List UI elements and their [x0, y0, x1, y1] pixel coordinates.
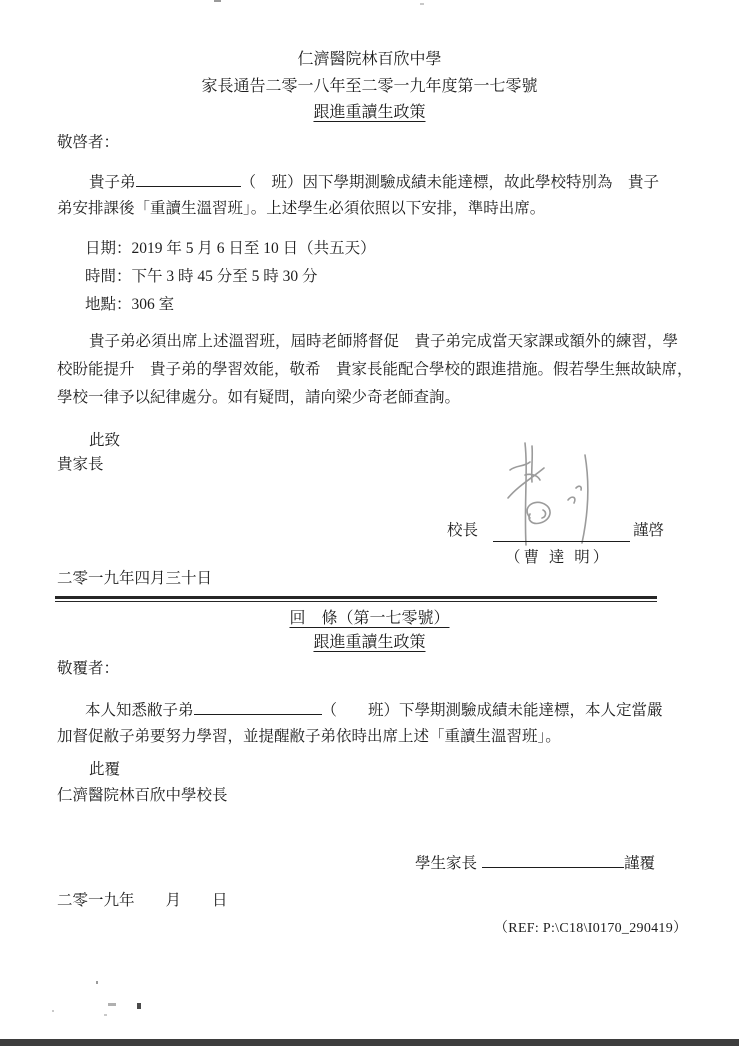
parent-signature-label: 學生家長	[415, 855, 478, 872]
parent-sign-off: 謹覆	[624, 855, 656, 872]
principal-sign-off: 謹啓	[633, 522, 665, 539]
parent-signature-blank	[482, 852, 624, 868]
principal-title-label: 校長	[447, 522, 479, 539]
reply-salutation: 敬覆者：	[57, 660, 120, 677]
letter-recipient: 貴家長	[57, 456, 104, 473]
letter-paragraph1-text: （ 班）因下學期測驗成績未能達標，故此學校特別為 貴子	[240, 174, 660, 191]
letter-paragraph1-line1	[89, 171, 659, 192]
principal-signature-line	[493, 541, 630, 542]
scan-speck	[52, 1010, 54, 1012]
scan-speck	[96, 981, 98, 984]
reply-recipient: 仁濟醫院林百欣中學校長	[57, 787, 228, 804]
class-date-line: 日期：2019 年 5 月 6 日至 10 日（共五天）	[85, 240, 376, 257]
reply-closing: 此覆	[89, 761, 121, 778]
reply-date-line: 二零一九年 月 日	[57, 892, 228, 909]
reply-slip-title: 回 條（第一七零號）	[289, 610, 450, 627]
notice-number-title: 家長通告二零一八年至二零一九年度第一七零號	[201, 78, 538, 95]
reply-student-name-label: 本人知悉敝子弟	[85, 702, 194, 719]
parent-signature-row	[415, 852, 655, 873]
reply-paragraph-text: （ 班）下學期測驗成績未能達標，本人定當嚴	[321, 702, 663, 719]
notice-subject: 跟進重讀生政策	[313, 104, 426, 121]
letter-paragraph2-line2: 校盼能提升 貴子弟的學習效能，敬希 貴家長能配合學校的跟進措施。假若學生無故缺席，	[57, 361, 693, 378]
scan-speck	[137, 1003, 141, 1009]
class-time-line: 時間：下午 3 時 45 分至 5 時 30 分	[85, 268, 318, 285]
reply-student-name-blank	[194, 699, 322, 715]
letter-paragraph2-line3: 學校一律予以紀律處分。如有疑問，請向梁少奇老師查詢。	[57, 389, 461, 406]
scan-speck	[420, 3, 424, 5]
school-name: 仁濟醫院林百欣中學	[297, 51, 442, 68]
scan-speck	[108, 1003, 116, 1006]
reference-code: （REF: P:\C18\I0170_290419）	[494, 921, 688, 936]
principal-name: （曹 達 明）	[505, 549, 612, 566]
scanner-edge-artifact	[0, 1039, 739, 1046]
reply-slip-subject: 跟進重讀生政策	[313, 634, 426, 651]
letter-closing: 此致	[89, 432, 121, 449]
student-name-label: 貴子弟	[89, 174, 136, 191]
reply-paragraph-line2: 加督促敝子弟要努力學習，並提醒敝子弟依時出席上述「重讀生溫習班」。	[57, 728, 561, 745]
letter-salutation: 敬啓者：	[57, 134, 120, 151]
section-divider-rule	[55, 596, 657, 602]
letter-paragraph2-line1: 貴子弟必須出席上述溫習班，屆時老師將督促 貴子弟完成當天家課或額外的練習，學	[89, 333, 679, 350]
scan-speck	[214, 0, 221, 2]
letter-paragraph1-line2: 弟安排課後「重讀生溫習班」。上述學生必須依照以下安排，準時出席。	[57, 200, 546, 217]
scan-speck	[104, 1014, 107, 1016]
letter-issue-date: 二零一九年四月三十日	[57, 570, 213, 587]
student-name-blank	[136, 171, 241, 187]
reply-paragraph-line1	[85, 699, 663, 720]
class-venue-line: 地點：306 室	[85, 296, 175, 313]
